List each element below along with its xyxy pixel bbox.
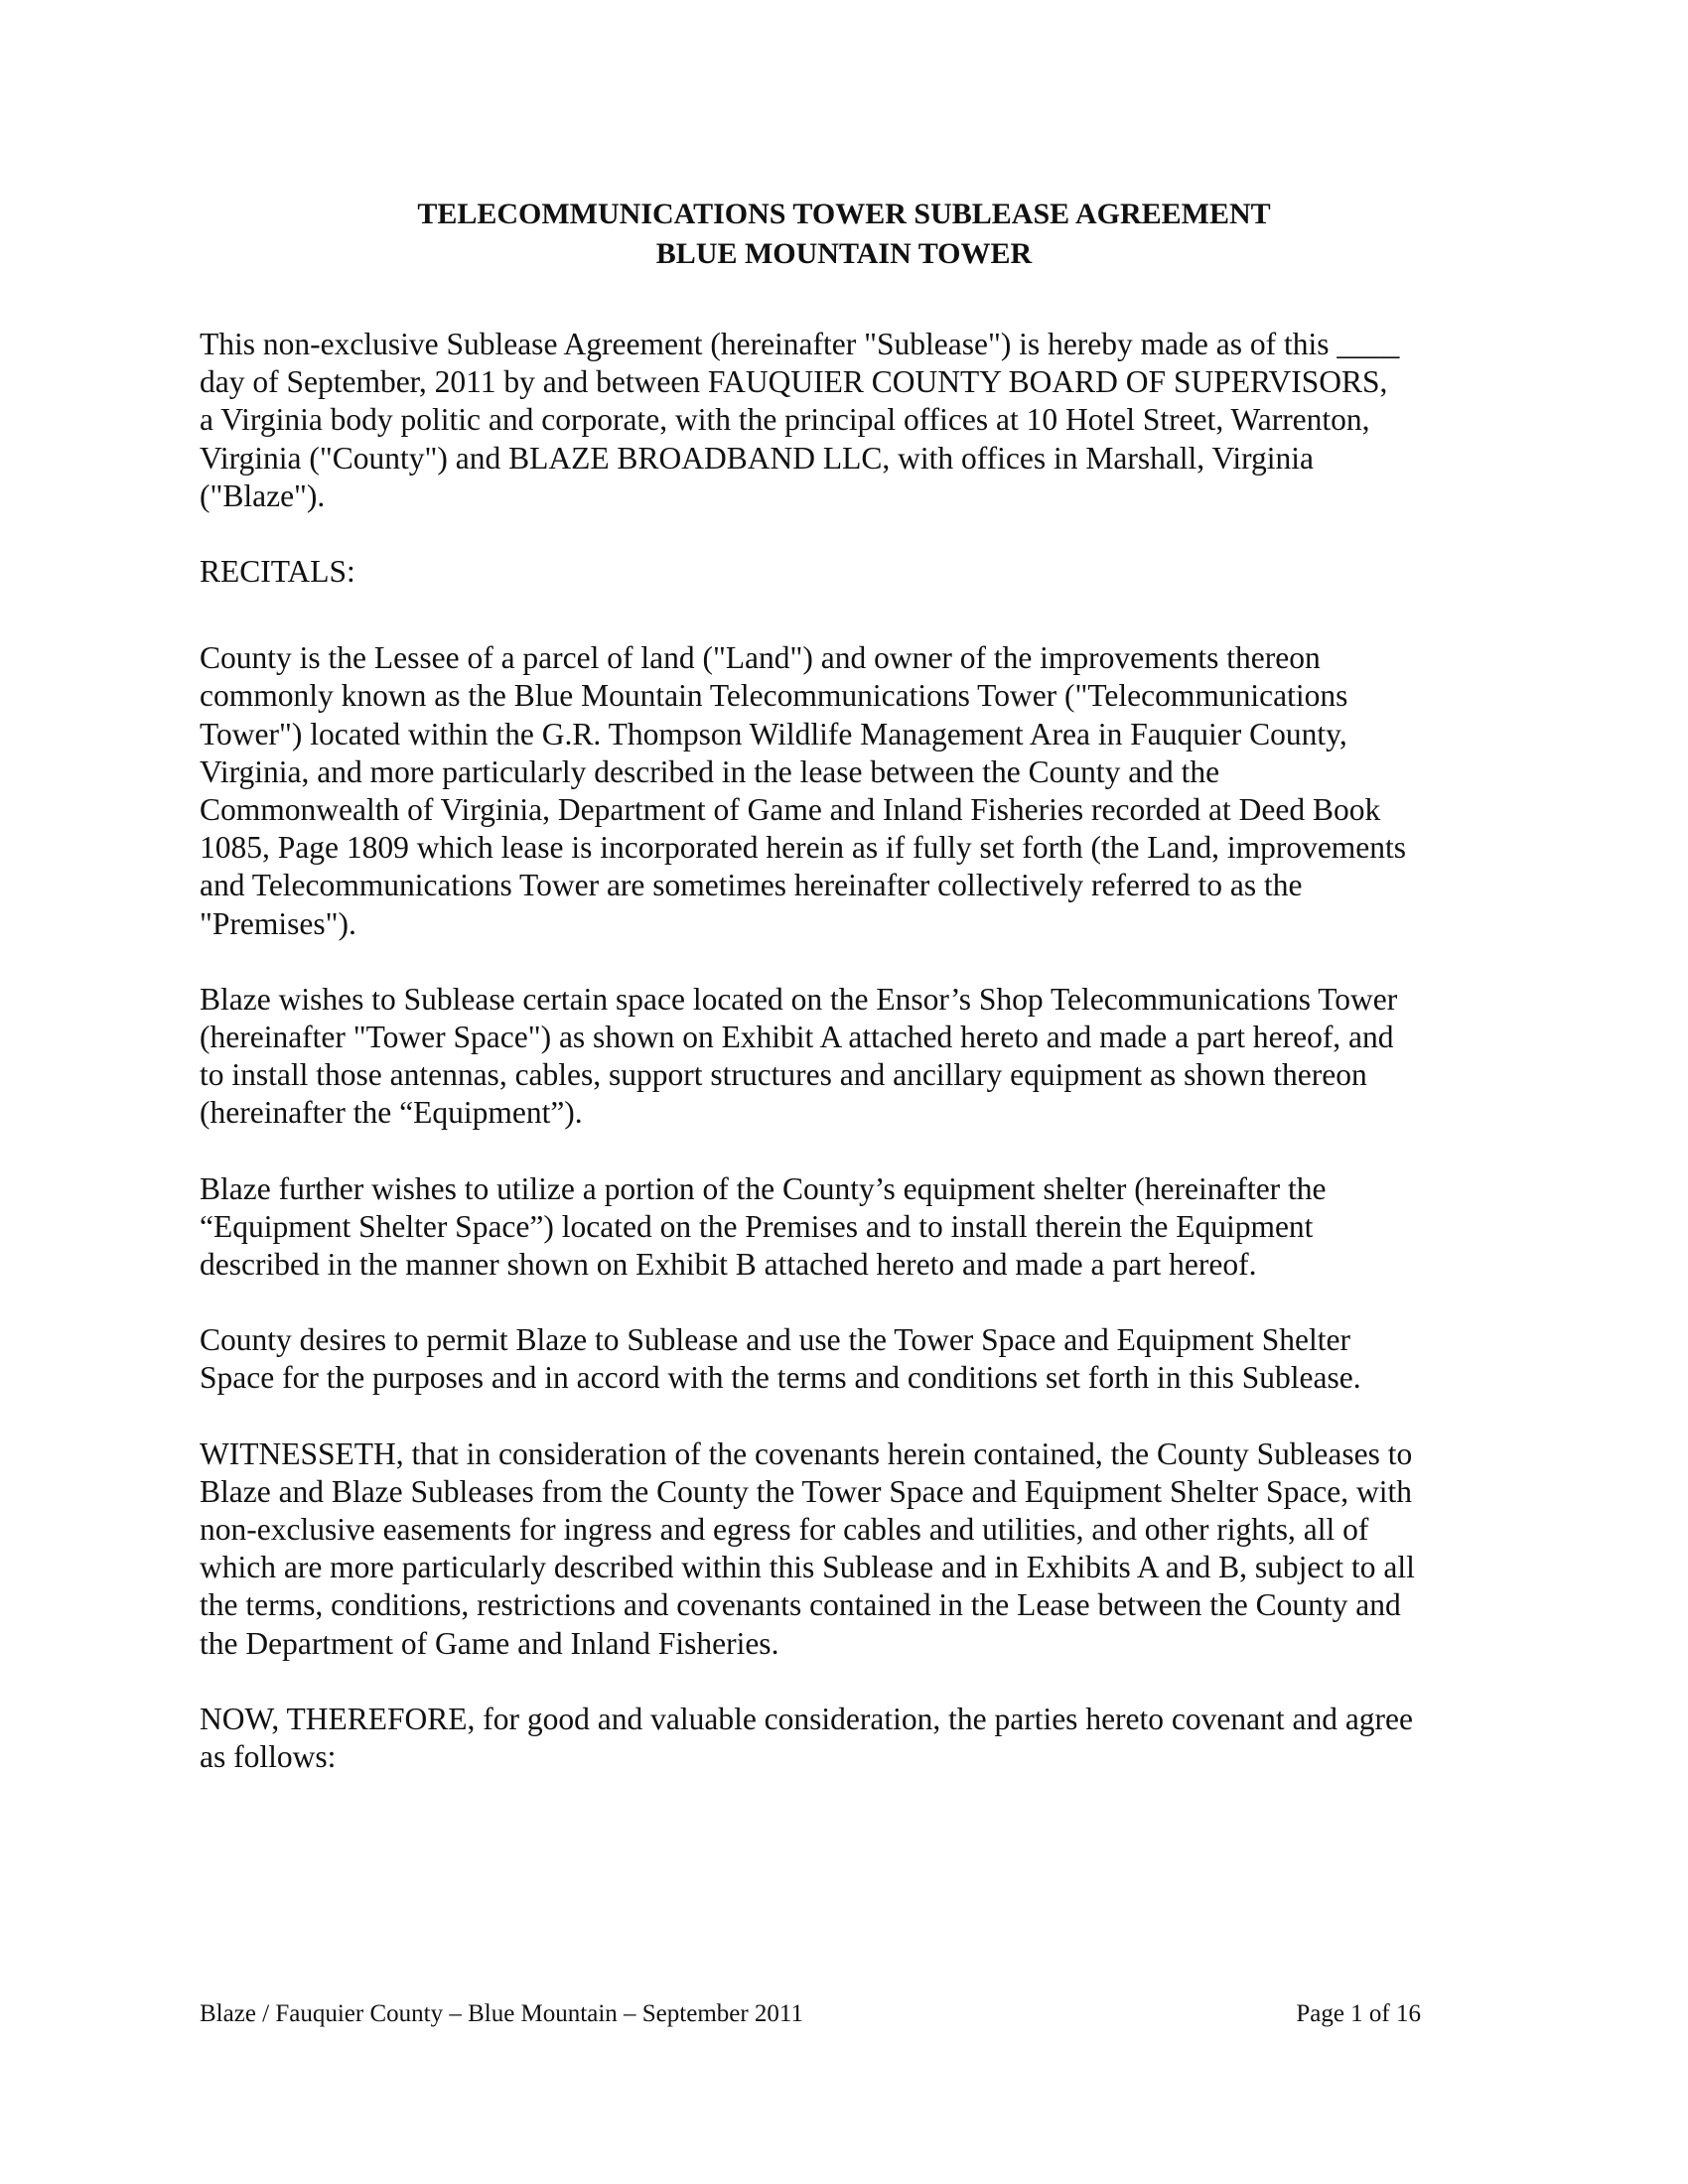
footer-document-info: Blaze / Fauquier County – Blue Mountain – September 2011 bbox=[200, 2000, 804, 2027]
now-therefore-paragraph: NOW, THEREFORE, for good and valuable consideration, the parties hereto covenant and agree as follows: bbox=[200, 1701, 1414, 1775]
recitals-heading: RECITALS: bbox=[200, 554, 355, 590]
document-title bbox=[0, 195, 1688, 274]
title-line-2: BLUE MOUNTAIN TOWER bbox=[655, 237, 1033, 270]
recital-paragraph-4: County desires to permit Blaze to Sublease and use the Tower Space and Equipment Shelter Space for the purposes and in accord with the terms and conditions set forth in this Sublease. bbox=[200, 1322, 1361, 1396]
recital-paragraph-3: Blaze further wishes to utilize a portion of the County’s equipment shelter (hereinafter the “Equipment Shelter Space”) located on the Premises and to install therein the Equipment described in the manner shown on Exhibit B attached hereto and made a part hereof. bbox=[200, 1170, 1327, 1283]
document-body bbox=[200, 326, 1500, 1814]
footer-page-number: Page 1 of 16 bbox=[1296, 2000, 1421, 2027]
intro-paragraph: This non-exclusive Sublease Agreement (hereinafter "Sublease") is hereby made as of this ____ day of September, 2011 by and between FAUQUIER COUNTY BOARD OF SUPERVISORS, a Virginia body politic and corporate, with the principal offices at 10 Hotel Street, Warrenton, Virginia ("County") and BLAZE BROADBAND LLC, with offices in Marshall, Virginia ("Blaze"). bbox=[200, 327, 1400, 513]
title-line-1: TELECOMMUNICATIONS TOWER SUBLEASE AGREEMENT bbox=[417, 198, 1271, 230]
recital-paragraph-2: Blaze wishes to Sublease certain space located on the Ensor’s Shop Telecommunications Tower (hereinafter "Tower Space") as shown on Exhibit A attached hereto and made a part hereof, and to install those antennas, cables, support structures and ancillary equipment as shown thereon (hereinafter the “Equipment”). bbox=[200, 981, 1398, 1131]
recital-paragraph-1: County is the Lessee of a parcel of land ("Land") and owner of the improvements thereon commonly known as the Blue Mountain Telecommunications Tower ("Telecommunications Tower") located within the G.R. Thompson Wildlife Management Area in Fauquier County, Virginia, and more particularly described in the lease between the County and the Commonwealth of Virginia, Department of Game and Inland Fisheries recorded at Deed Book 1085, Page 1809 which lease is incorporated herein as if fully set forth (the Land, improvements and Telecommunications Tower are sometimes hereinafter collectively referred to as the "Premises"). bbox=[200, 640, 1407, 941]
witnesseth-paragraph: WITNESSETH, that in consideration of the covenants herein contained, the County Subleases to Blaze and Blaze Subleases from the County the Tower Space and Equipment Shelter Space, with non-exclusive easements for ingress and egress for cables and utilities, and other rights, all of which are more particularly described within this Sublease and in Exhibits A and B, subject to all the terms, conditions, restrictions and covenants contained in the Lease between the County and the Department of Game and Inland Fisheries. bbox=[200, 1435, 1415, 1661]
